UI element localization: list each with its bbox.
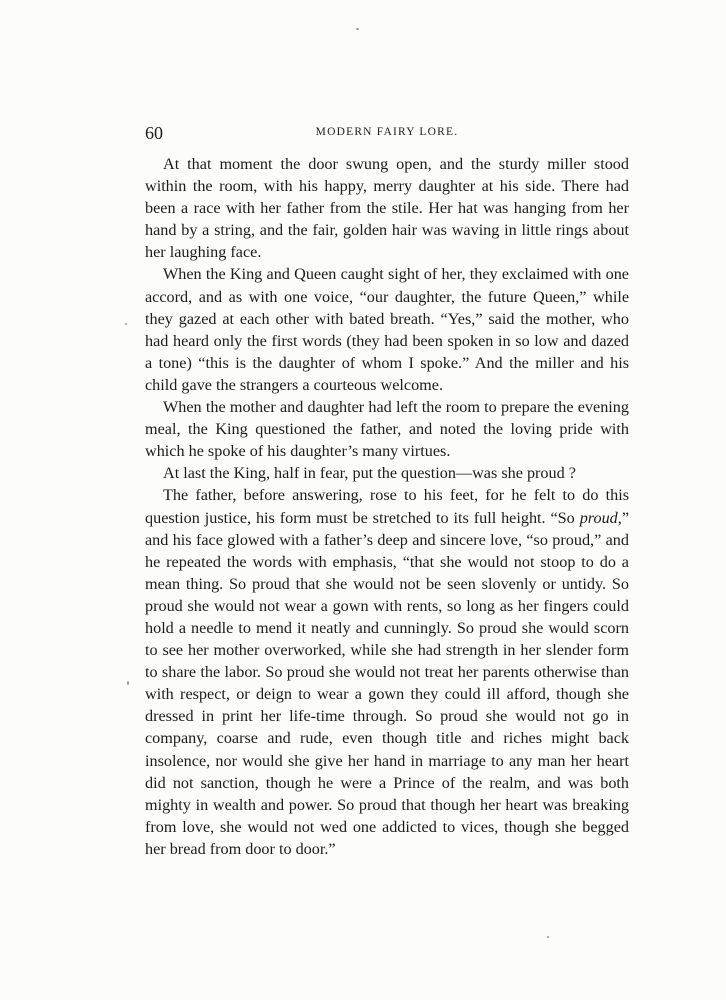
- paragraph-5-end: ” and his face glowed with a father’s deep and sincere love, “so proud,” and he repeated the words with emphasis, “that she would not stoop to do a mean thing. So proud that she would not be seen slovenly or untidy. So proud she would not wear a gown with rents, so long as her fingers could hold a needle to mend it neatly and cunningly. So proud she would scorn to see her mother overworked, while she had strength in her slender form to share the labor. So proud she would not treat her parents otherwise than with respect, or deign to wear a gown they could ill afford, though she dressed in print her life-time through. So proud she would not go in company, coarse and rude, even though title and riches might back insolence, nor would she give her hand in marriage to any man her heart did not sanction, though he were a Prince of the realm, and was both mighty in wealth and power. So proud that though her heart was breaking from love, she would not wed one addicted to vices, though she begged her bread from door to door.”: [145, 508, 629, 858]
- paragraph-3: When the mother and daughter had left the room to prepare the evening meal, the King questioned the father, and noted the loving pride with which he spoke of his daughter’s many virtues.: [145, 398, 629, 461]
- paragraph-2: When the King and Queen caught sight of her, they exclaimed with one accord, and as with one voice, “our daughter, the future Queen,” while they gazed at each other with bated breath. “Yes,” said the mother, who had heard only the first words (they had been spoken in so low and dazed a tone) “this is the daughter of whom I spoke.” And the miller and his child gave the strangers a courteous welcome.: [145, 265, 629, 394]
- emphasized-word: proud,: [579, 508, 622, 527]
- body-text: [145, 153, 629, 860]
- scan-speck: [125, 323, 127, 325]
- paragraph-4: At last the King, half in fear, put the question—was she proud ?: [163, 464, 576, 483]
- running-head: MODERN FAIRY LORE.: [315, 126, 459, 138]
- paragraph-5-start: The father, before answering, rose to his feet, for he felt to do this question justice, his form must be stretched to its full height. “So: [145, 486, 629, 527]
- scan-speck: [356, 28, 359, 30]
- scan-speck: [127, 681, 129, 685]
- page-header: [145, 123, 629, 145]
- paragraph-1: At that moment the door swung open, and the sturdy miller stood within the room, with his happy, merry daughter at his side. There had been a race with her father from the stile. Her hat was hanging from her hand by a string, and the fair, golden hair was waving in little rings about her laughing face.: [145, 155, 629, 262]
- paragraph-5: [145, 484, 629, 860]
- page-number: 60: [145, 123, 163, 143]
- scan-speck: [547, 936, 549, 938]
